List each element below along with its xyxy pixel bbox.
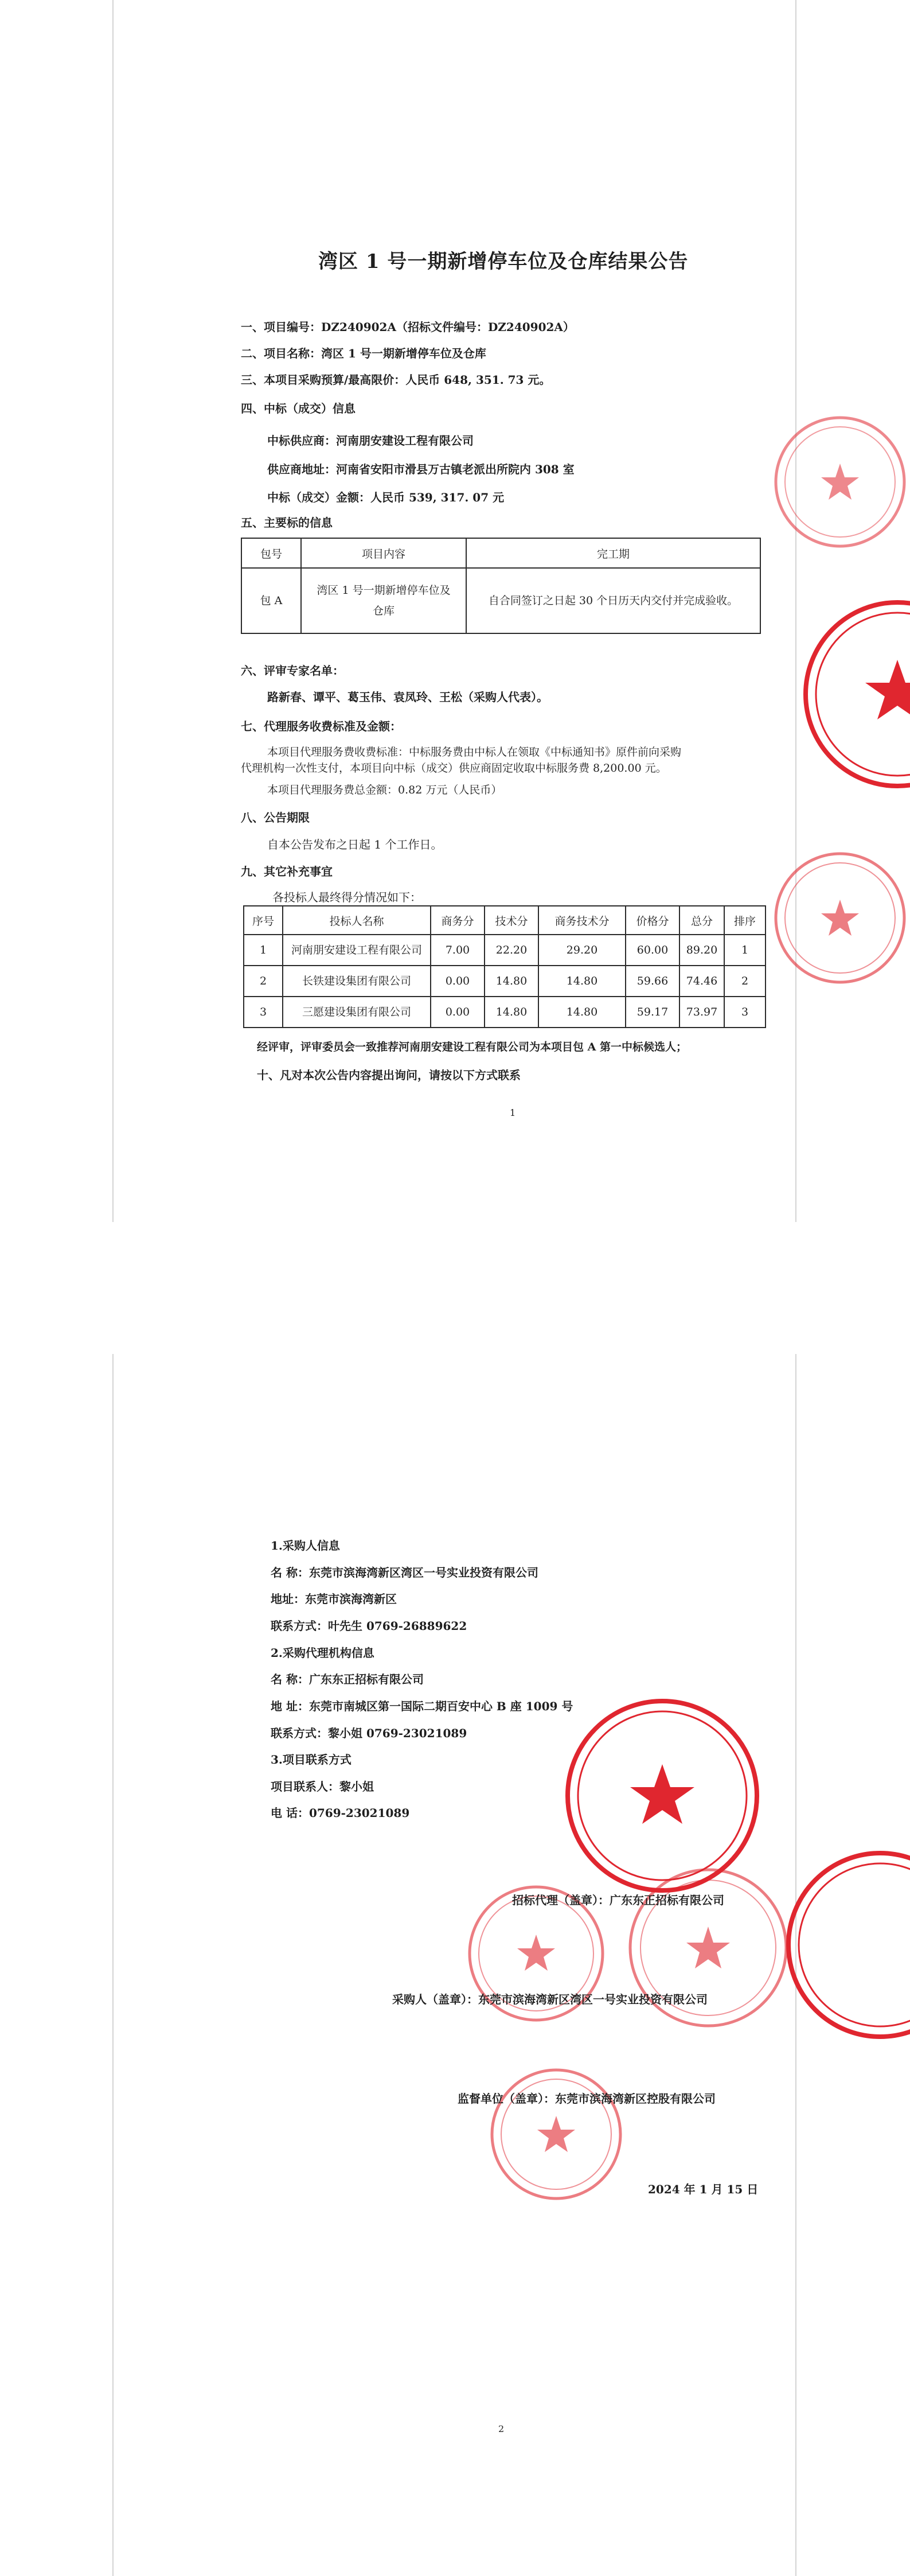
agency-heading: 2.采购代理机构信息 (271, 1646, 374, 1660)
period-text: 自本公告发布之日起 1 个工作日。 (267, 838, 443, 851)
table-cell: 14.80 (485, 997, 538, 1028)
award-amount: 中标（成交）金额：人民币 539, 317. 07 元 (267, 491, 505, 504)
table-cell: 73.97 (679, 997, 724, 1028)
table-header: 技术分 (485, 906, 538, 935)
table-cell: 60.00 (626, 935, 679, 966)
page-title: 湾区 1 号一期新增停车位及仓库结果公告 (318, 250, 689, 273)
table-cell: 包 A (241, 568, 301, 633)
project-budget: 三、本项目采购预算/最高限价：人民币 648, 351. 73 元。 (241, 373, 551, 387)
table-row (244, 935, 766, 966)
table-cell: 自合同签订之日起 30 个日历天内交付并完成验收。 (466, 568, 760, 633)
page-number: 2 (498, 2423, 505, 2434)
score-table (243, 905, 766, 1028)
table-header-row (241, 538, 760, 568)
table-cell: 14.80 (538, 966, 626, 997)
fee-total: 本项目代理服务费总金额：0.82 万元（人民币） (267, 784, 502, 796)
page-edge-left (112, 1354, 114, 2576)
table-cell: 0.00 (431, 997, 485, 1028)
table-header: 商务分 (431, 906, 485, 935)
supplier-name: 中标供应商：河南朋安建设工程有限公司 (267, 434, 474, 448)
page-edge-right (795, 0, 796, 1222)
signature-supervisor: 监督单位（盖章）：东莞市滨海湾新区控股有限公司 (458, 2092, 716, 2106)
page-edge-left (112, 0, 114, 1222)
table-cell: 2 (724, 966, 766, 997)
table-header: 投标人名称 (283, 906, 431, 935)
winner-heading: 四、中标（成交）信息 (241, 402, 356, 415)
table-header-row (244, 906, 766, 935)
signature-agent: 招标代理（盖章）：广东东正招标有限公司 (512, 1893, 724, 1907)
sign-date: 2024 年 1 月 15 日 (648, 2182, 759, 2196)
table-cell: 3 (244, 997, 283, 1028)
table-cell: 74.46 (679, 966, 724, 997)
fee-heading: 七、代理服务收费标准及金额： (241, 719, 401, 733)
table-cell: 7.00 (431, 935, 485, 966)
experts-heading: 六、评审专家名单： (241, 664, 344, 678)
signature-buyer: 采购人（盖章）：东莞市滨海湾新区湾区一号实业投资有限公司 (392, 1993, 708, 2006)
contact-heading: 十、凡对本次公告内容提出询问，请按以下方式联系 (257, 1068, 521, 1082)
table-row (241, 568, 760, 633)
contact-phone: 电 话：0769-23021089 (271, 1806, 410, 1820)
fee-text: 本项目代理服务费收费标准：中标服务费由中标人在领取《中标通知书》原件前向采购 (267, 746, 682, 758)
table-header: 序号 (244, 906, 283, 935)
rank-caption: 各投标人最终得分情况如下： (272, 890, 421, 904)
buyer-heading: 1.采购人信息 (271, 1539, 340, 1552)
agency-name: 名 称：广东东正招标有限公司 (271, 1672, 424, 1686)
table-cell: 长铁建设集团有限公司 (283, 966, 431, 997)
table-header: 项目内容 (301, 538, 466, 568)
agency-address: 地 址：东莞市南城区第一国际二期百安中心 B 座 1009 号 (271, 1699, 573, 1713)
table-cell: 89.20 (679, 935, 724, 966)
table-cell: 湾区 1 号一期新增停车位及仓库 (301, 568, 466, 633)
table-cell: 3 (724, 997, 766, 1028)
fee-text: 代理机构一次性支付，本项目向中标（成交）供应商固定收取中标服务费 8,200.00 元。 (241, 762, 667, 775)
supplier-address: 供应商地址：河南省安阳市滑县万古镇老派出所院内 308 室 (267, 462, 575, 476)
table-header: 总分 (679, 906, 724, 935)
table-cell: 0.00 (431, 966, 485, 997)
contact-person: 项目联系人：黎小姐 (271, 1780, 374, 1793)
table-cell: 29.20 (538, 935, 626, 966)
table-header: 价格分 (626, 906, 679, 935)
table-cell: 59.66 (626, 966, 679, 997)
table-header: 包号 (241, 538, 301, 568)
table-cell: 14.80 (485, 966, 538, 997)
table-cell: 59.17 (626, 997, 679, 1028)
contact-heading-2: 3.项目联系方式 (271, 1753, 351, 1766)
evaluation-conclusion: 经评审，评审委员会一致推荐河南朋安建设工程有限公司为本项目包 A 第一中标候选人； (257, 1041, 687, 1053)
table-header: 排序 (724, 906, 766, 935)
other-heading: 九、其它补充事宜 (241, 865, 333, 878)
table-row (244, 966, 766, 997)
agent-seal-stamp (800, 597, 910, 792)
table-cell: 2 (244, 966, 283, 997)
table-cell: 22.20 (485, 935, 538, 966)
buyer-contact: 联系方式：叶先生 0769-26889622 (271, 1619, 467, 1633)
supervisor-seal-stamp (487, 2065, 625, 2203)
table-cell: 河南朋安建设工程有限公司 (283, 935, 431, 966)
table-cell: 14.80 (538, 997, 626, 1028)
supervisor-seal-stamp (771, 413, 909, 551)
buyer-address: 地址：东莞市滨海湾新区 (271, 1592, 397, 1606)
period-heading: 八、公告期限 (241, 811, 310, 824)
buyer-seal-stamp (771, 849, 909, 987)
agency-contact: 联系方式：黎小姐 0769-23021089 (271, 1726, 467, 1740)
agent-seal-stamp (771, 1847, 910, 2042)
subject-heading: 五、主要标的信息 (241, 516, 333, 530)
table-header: 商务技术分 (538, 906, 626, 935)
buyer-name: 名 称：东莞市滨海湾新区湾区一号实业投资有限公司 (271, 1566, 538, 1579)
table-cell: 1 (724, 935, 766, 966)
project-name: 二、项目名称：湾区 1 号一期新增停车位及仓库 (241, 347, 486, 360)
page-number: 1 (510, 1107, 516, 1118)
table-cell: 三愿建设集团有限公司 (283, 997, 431, 1028)
experts-list: 路新春、谭平、葛玉伟、袁凤玲、王松（采购人代表）。 (267, 690, 548, 704)
subject-table (241, 538, 761, 634)
table-cell: 1 (244, 935, 283, 966)
table-row (244, 997, 766, 1028)
table-header: 完工期 (466, 538, 760, 568)
project-number: 一、项目编号：DZ240902A（招标文件编号：DZ240902A） (241, 320, 575, 334)
